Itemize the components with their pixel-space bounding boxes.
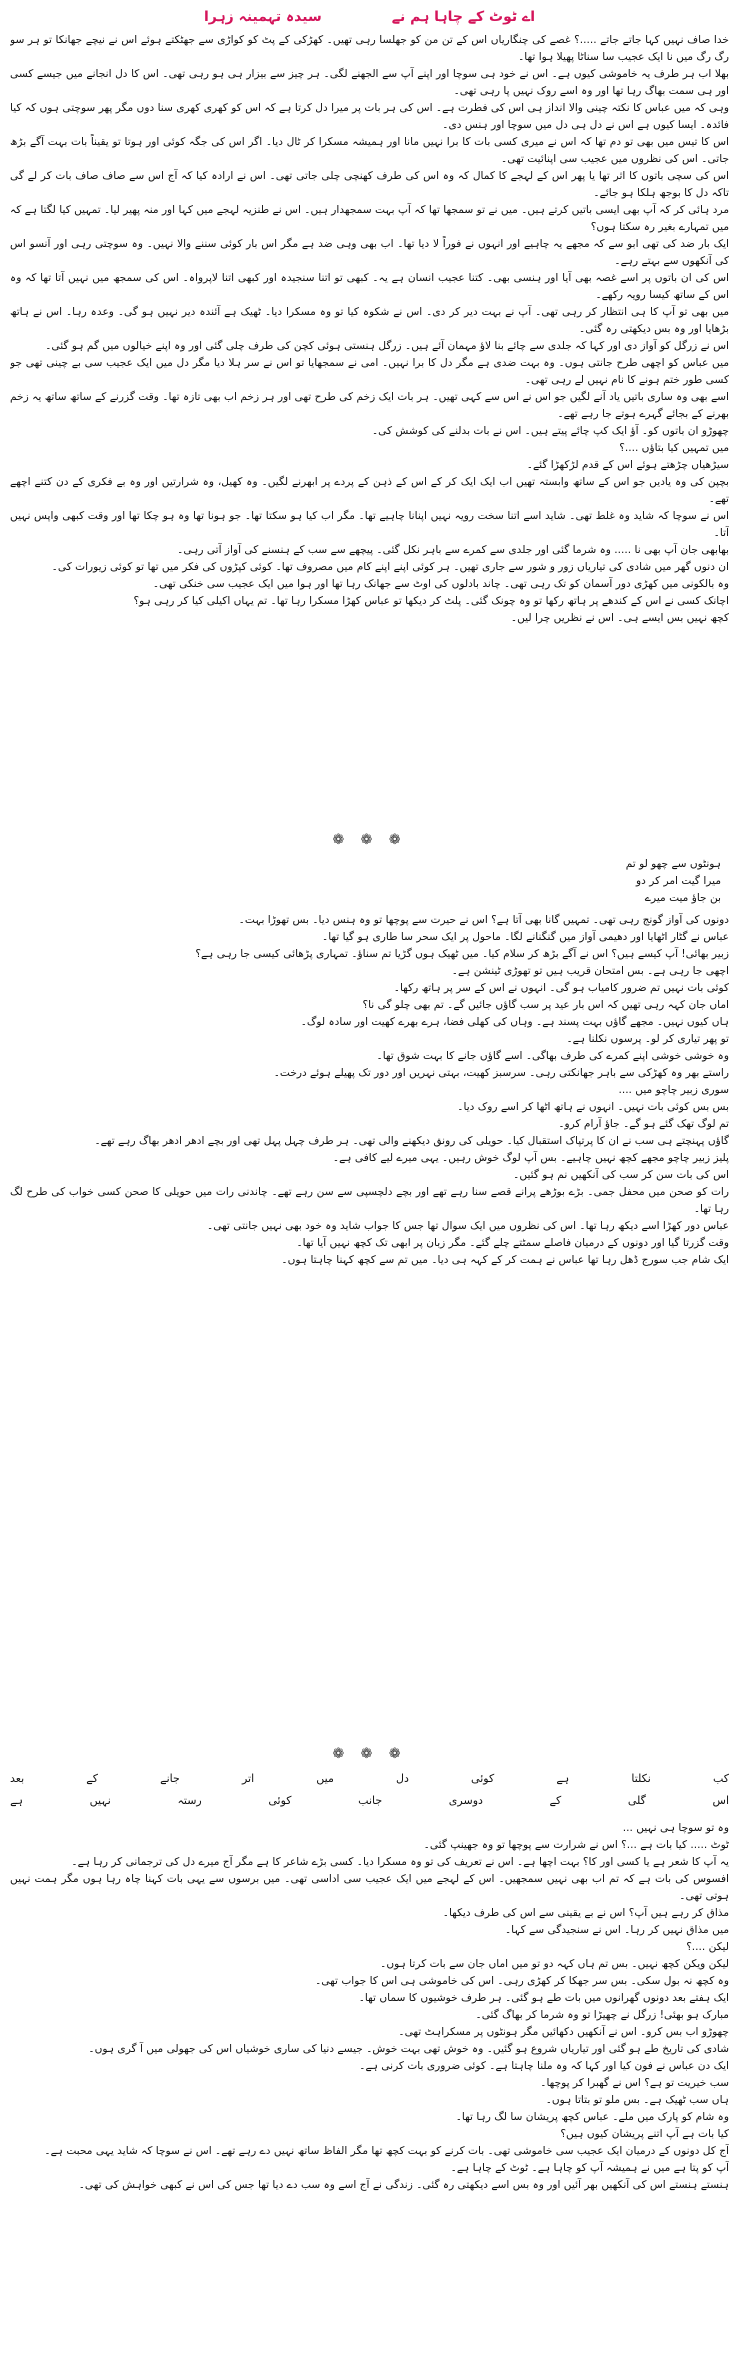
paragraph: وہ کچھ نہ بول سکی۔ بس سر جھکا کر کھڑی رہی۔ اس کی خاموشی ہی اس کا جواب تھی۔ bbox=[315, 1975, 729, 1987]
paragraph: اس نے زرگل کو آواز دی اور کہا کہ جلدی سے چائے بنا لاؤ مہمان آئے ہیں۔ زرگل ہنستی ہوئی کچن کی طرف چلی گئی اور وہ اپنے خیالوں میں گم ہو گئی۔ bbox=[45, 340, 729, 352]
author-name: سیدہ تہمینہ زہرا bbox=[203, 9, 322, 25]
paragraph: وہ خوشی خوشی اپنے کمرے کی طرف بھاگی۔ اسے گاؤں جانے کا بہت شوق تھا۔ bbox=[376, 1050, 729, 1062]
paragraph: لیکن ویکن کچھ نہیں۔ بس تم ہاں کہہ دو تو میں اماں جان سے بات کرتا ہوں۔ bbox=[380, 1958, 729, 1970]
story-section-1 bbox=[10, 32, 729, 828]
paragraph: ان دنوں گھر میں شادی کی تیاریاں زور و شور سے جاری تھیں۔ ہر کوئی اپنے اپنے کام میں مصروف تھا۔ کوئی کپڑوں کی فکر میں تھا تو کوئی زیورات کی۔ bbox=[51, 561, 729, 573]
paragraph: سیڑھیاں چڑھتے ہوئے اس کے قدم لڑکھڑا گئے۔ bbox=[526, 459, 729, 471]
article-header bbox=[0, 4, 739, 30]
story-section-3 bbox=[10, 1820, 729, 2372]
paragraph: ایک بار ضد کی تھی ابو سے کہ مجھے یہ چاہیے اور انہوں نے فوراً لا دیا تھا۔ اب بھی وہی ضد ہے مگر اس بار کوئی سننے والا نہیں۔ وہ سوچتی رہی اور آنسو اس کی آنکھوں سے بہتے رہے۔ bbox=[10, 238, 729, 267]
paragraph: بھابھی جان آپ بھی نا ..... وہ شرما گئی اور جلدی سے کمرے سے باہر نکل گئی۔ پیچھے سے سب کے ہنسنے کی آواز آتی رہی۔ bbox=[177, 544, 729, 556]
paragraph: زبیر بھائی! آپ کیسے ہیں؟ اس نے آگے بڑھ کر سلام کیا۔ میں ٹھیک ہوں گڑیا تم سناؤ۔ تمہاری پڑھائی کیسی جا رہی ہے؟ bbox=[195, 948, 729, 960]
paragraph: مذاق کر رہے ہیں آپ؟ اس نے بے یقینی سے اس کی طرف دیکھا۔ bbox=[442, 1907, 729, 1919]
poem-line: بن جاؤ میت میرے bbox=[644, 892, 721, 904]
paragraph: ہنستے ہنستے اس کی آنکھیں بھر آئیں اور وہ بس اسے دیکھتی رہ گئی۔ زندگی نے آج اسے وہ سب دے دیا تھا جس کی اس نے کبھی خواہش کی تھی۔ bbox=[78, 2179, 729, 2191]
paragraph: راستے بھر وہ کھڑکی سے باہر جھانکتی رہی۔ سرسبز کھیت، بہتی نہریں اور دور تک پھیلے ہوئے درخت۔ bbox=[273, 1067, 729, 1079]
paragraph: وہ شام کو پارک میں ملے۔ عباس کچھ پریشان سا لگ رہا تھا۔ bbox=[455, 2111, 729, 2123]
paragraph: میں مذاق نہیں کر رہا۔ اس نے سنجیدگی سے کہا۔ bbox=[504, 1924, 729, 1936]
paragraph: رات کو صحن میں محفل جمی۔ بڑے بوڑھے پرانے قصے سنا رہے تھے اور بچے دلچسپی سے سن رہے تھے۔ چاندنی رات میں حویلی کا صحن کسی خواب کی طرح لگ رہا تھا۔ bbox=[10, 1186, 729, 1215]
paragraph: پلیز زبیر چاچو مجھے کچھ نہیں چاہیے۔ بس آپ لوگ خوش رہیں۔ یہی میرے لیے کافی ہے۔ bbox=[332, 1152, 729, 1164]
paragraph: کیا بات ہے آپ اتنے پریشان کیوں ہیں؟ bbox=[560, 2128, 729, 2140]
verse-word: کوئی bbox=[268, 1794, 292, 1807]
verse-word: ہے bbox=[10, 1794, 23, 1807]
paragraph: اچانک کسی نے اس کے کندھے پر ہاتھ رکھا تو وہ چونک گئی۔ پلٹ کر دیکھا تو عباس کھڑا مسکرا رہا تھا۔ تم یہاں اکیلی کیا کر رہی ہو؟ bbox=[133, 595, 729, 607]
paragraph: میں تمہیں کیا بتاؤں ....؟ bbox=[619, 442, 729, 454]
verse-word: بعد bbox=[10, 1772, 25, 1785]
verse-word: جانے bbox=[160, 1772, 180, 1785]
paragraph: اماں جان کہہ رہی تھیں کہ اس بار عید پر سب گاؤں جائیں گے۔ تم بھی چلو گی نا؟ bbox=[362, 999, 729, 1011]
paragraph: ایک ہفتے بعد دونوں گھرانوں میں بات طے ہو گئی۔ ہر طرف خوشیوں کا سماں تھا۔ bbox=[358, 1992, 729, 2004]
paragraph: عباس نے گٹار اٹھایا اور دھیمی آواز میں گنگنانے لگا۔ ماحول پر ایک سحر سا طاری ہو گیا تھا۔ bbox=[321, 931, 729, 943]
paragraph: اسے بھی وہ ساری باتیں یاد آنے لگیں جو اس نے اس سے کہی تھیں۔ ہر بات ایک زخم کی طرح تھی اور ہر زخم اب بھی تازہ تھا۔ وقت گزرنے کے ساتھ ساتھ یہ زخم بھرنے کے بجائے گہرے ہوتے جا رہے تھے۔ bbox=[10, 391, 729, 420]
paragraph: وہی کہ میں عباس کا نکتہ چینی والا انداز ہی اس کی فطرت ہے۔ اس کی ہر بات پر میرا دل کرتا ہے کہ اس کو کھری کھری سنا دوں مگر پھر سوچتی ہوں کہ کیا فائدہ۔ ایسا کیوں ہے اس نے دل ہی دل میں سوچا اور ہنس دی۔ bbox=[10, 102, 729, 131]
verse-word: رستہ bbox=[177, 1794, 202, 1807]
paragraph: خدا صاف نہیں کہا جاتے جاتے .....؟ غصے کی چنگاریاں اس کے تن من کو جھلسا رہی تھیں۔ کھڑکی کے پٹ کو کواڑی سے جھٹکتے ہوئے اس نے نیچے جھانکا تو ہر سو رگ رگ میں نا ایک عجیب سا سناٹا پھیلا ہوا تھا۔ bbox=[10, 34, 729, 63]
paragraph: سب خیریت تو ہے؟ اس نے گھبرا کر پوچھا۔ bbox=[540, 2077, 729, 2089]
paragraph: ٹوٹ ..... کیا بات ہے ...؟ اس نے شرارت سے پوچھا تو وہ جھینپ گئی۔ bbox=[423, 1839, 729, 1851]
paragraph: آپ کو پتا ہے میں نے ہمیشہ آپ کو چاہا ہے۔ ٹوٹ کے چاہا ہے۔ bbox=[450, 2162, 729, 2174]
verse-word: نکلتا bbox=[631, 1772, 651, 1785]
paragraph: میں بھی تو آپ کا ہی انتظار کر رہی تھی۔ آپ نے بہت دیر کر دی۔ اس نے شکوہ کیا تو وہ مسکرا دیا۔ ٹھیک ہے آئندہ دیر نہیں ہو گی۔ وعدہ رہا۔ اس نے ہاتھ بڑھایا اور وہ بس دیکھتی رہ گئی۔ bbox=[10, 306, 729, 335]
paragraph: مبارک ہو بھئی! زرگل نے چھیڑا تو وہ شرما کر بھاگ گئی۔ bbox=[475, 2009, 729, 2021]
paragraph: وہ بالکونی میں کھڑی دور آسمان کو تک رہی تھی۔ چاند بادلوں کی اوٹ سے جھانک رہا تھا اور ہوا میں ایک عجیب سی خنکی تھی۔ bbox=[152, 578, 729, 590]
verse-line bbox=[10, 1790, 729, 1812]
paragraph: افسوس کی بات ہے کہ تم اب بھی نہیں سمجھیں۔ اس کے لہجے میں ایک عجیب سی اداسی تھی۔ میں برسوں سے یہی بات کہنا چاہ رہا ہوں مگر ہمت نہیں ہوتی تھی۔ bbox=[10, 1873, 729, 1902]
paragraph: بس بس کوئی بات نہیں۔ انہوں نے ہاتھ اٹھا کر اسے روک دیا۔ bbox=[457, 1101, 729, 1113]
paragraph: دونوں کی آواز گونج رہی تھی۔ تمہیں گانا بھی آتا ہے؟ اس نے حیرت سے پوچھا تو وہ ہنس دیا۔ بس تھوڑا بہت۔ bbox=[238, 914, 729, 926]
paragraph: اس کی بات سن کر سب کی آنکھیں نم ہو گئیں۔ bbox=[513, 1169, 729, 1181]
paragraph: یہ آپ کا شعر ہے یا کسی اور کا؟ بہت اچھا ہے۔ اس نے تعریف کی تو وہ مسکرا دیا۔ کسی بڑے شاعر کا ہے مگر آج میرے دل کی ترجمانی کر رہا ہے۔ bbox=[71, 1856, 729, 1868]
paragraph: عباس دور کھڑا اسے دیکھ رہا تھا۔ اس کی نظروں میں ایک سوال تھا جس کا جواب شاید وہ خود بھی نہیں جانتی تھی۔ bbox=[207, 1220, 729, 1232]
paragraph: میں عباس کو اچھی طرح جانتی ہوں۔ وہ بہت ضدی ہے مگر دل کا برا نہیں۔ امی نے سمجھایا تو اس نے سر ہلا دیا مگر دل میں ایک عجیب سی بے چینی تھی جو کسی طور ختم ہونے کا نام نہیں لے رہی تھی۔ bbox=[10, 357, 729, 386]
verse-word: اتر bbox=[241, 1772, 255, 1785]
paragraph: مرد ہائی کر کہ آپ بھی ایسی باتیں کرتے ہیں۔ میں نے تو سمجھا تھا کہ آپ بہت سمجھدار ہیں۔ اس نے طنزیہ لہجے میں کہا اور منہ پھیر لیا۔ تمہیں کیا لگتا ہے کہ میں تمہارے بغیر رہ سکتا ہوں؟ bbox=[10, 204, 729, 233]
poem-line: میرا گیت امر کر دو bbox=[636, 875, 721, 887]
paragraph: کچھ نہیں بس ایسے ہی۔ اس نے نظریں چرا لیں۔ bbox=[510, 612, 729, 624]
paragraph: اس کا تیس میں بھی تو دم تھا کہ اس نے میری کسی بات کا برا نہیں مانا اور ہمیشہ مسکرا کر ٹال دیا۔ اگر اس کی جگہ کوئی اور ہوتا تو یقیناً بات بہت آگے بڑھ جاتی۔ اس کی نظروں میں عجیب سی اپنائیت تھی۔ bbox=[10, 136, 729, 165]
paragraph: تو پھر تیاری کر لو۔ پرسوں نکلنا ہے۔ bbox=[566, 1033, 729, 1045]
verse-word: دوسری bbox=[448, 1794, 483, 1807]
paragraph: اس کی ان باتوں پر اسے غصہ بھی آیا اور ہنسی بھی۔ کتنا عجیب انسان ہے یہ۔ کبھی تو اتنا سنجیدہ اور کبھی اتنا لاپرواہ۔ اس کی سمجھ میں نہیں آتا تھا کہ وہ اس کے ساتھ کیسا رویہ رکھے۔ bbox=[10, 272, 729, 301]
paragraph: گاؤں پہنچتے ہی سب نے ان کا پرتپاک استقبال کیا۔ حویلی کی رونق دیکھنے والی تھی۔ ہر طرف چہل پہل تھی اور بچے ادھر ادھر بھاگ رہے تھے۔ bbox=[94, 1135, 729, 1147]
verse-word: جانب bbox=[358, 1794, 383, 1807]
paragraph: چھوڑو ان باتوں کو۔ آؤ ایک کپ چائے پیتے ہیں۔ اس نے بات بدلنے کی کوشش کی۔ bbox=[371, 425, 729, 437]
paragraph: ہاں سب ٹھیک ہے۔ بس ملو تو بتاتا ہوں۔ bbox=[545, 2094, 729, 2106]
paragraph: ہاں کیوں نہیں۔ مجھے گاؤں بہت پسند ہے۔ وہاں کی کھلی فضا، ہرے بھرے کھیت اور سادہ لوگ۔ bbox=[300, 1016, 729, 1028]
verse-word: نہیں bbox=[89, 1794, 111, 1807]
poem-lines bbox=[626, 856, 721, 907]
verse-word: ہے bbox=[556, 1772, 570, 1785]
paragraph: چھوڑو اب بس کرو۔ اس نے آنکھیں دکھائیں مگر ہونٹوں پر مسکراہٹ تھی۔ bbox=[398, 2026, 729, 2038]
paragraph: اس نے سوچا کہ شاید وہ غلط تھی۔ شاید اسے اتنا سخت رویہ نہیں اپنانا چاہیے تھا۔ مگر اب کیا ہو سکتا تھا۔ جو ہونا تھا وہ ہو چکا تھا اور وقت کبھی واپس نہیں آتا۔ bbox=[10, 510, 729, 539]
paragraph: وقت گزرتا گیا اور دونوں کے درمیان فاصلے سمٹتے چلے گئے۔ مگر زبان پر ابھی تک کچھ نہیں آیا تھا۔ bbox=[296, 1237, 729, 1249]
verse-word: دل bbox=[396, 1772, 409, 1785]
paragraph: بچپن کی وہ یادیں جو اس کے ساتھ وابستہ تھیں اب ایک ایک کر کے اس کے ذہن کے پردے پر ابھرنے لگیں۔ وہ کھیل، وہ شرارتیں اور وہ بے فکری کے دن کتنے اچھے تھے۔ bbox=[10, 476, 729, 505]
verse-word: کب bbox=[712, 1772, 729, 1785]
verse-word: گلی bbox=[627, 1794, 646, 1807]
paragraph: بھلا اب ہر طرف یہ خاموشی کیوں ہے۔ اس نے خود ہی سوچا اور اپنے آپ سے الجھنے لگی۔ ہر چیز سے بیزار ہی ہو رہی تھی۔ اس کا دل انجانے میں جیسے کسی اور ہی سمت بھاگ رہا تھا اور وہ اسے روک نہیں پا رہی تھی۔ bbox=[10, 68, 729, 97]
verse-word: اس bbox=[712, 1794, 729, 1807]
paragraph: ایک شام جب سورج ڈھل رہا تھا عباس نے ہمت کر کے کہہ ہی دیا۔ میں تم سے کچھ کہنا چاہتا ہوں۔ bbox=[281, 1254, 729, 1266]
verse-word: کوئی bbox=[471, 1772, 495, 1785]
verse-line bbox=[10, 1768, 729, 1790]
paragraph: کوئی بات نہیں تم ضرور کامیاب ہو گی۔ انہوں نے اس کے سر پر ہاتھ رکھا۔ bbox=[393, 982, 729, 994]
paragraph: آج کل دونوں کے درمیان ایک عجیب سی خاموشی تھی۔ بات کرنے کو بہت کچھ تھا مگر الفاظ ساتھ نہیں دے رہے تھے۔ اس نے سوچا کہ شاید یہی محبت ہے۔ bbox=[44, 2145, 729, 2157]
verse-word: میں bbox=[316, 1772, 334, 1785]
paragraph: ایک دن عباس نے فون کیا اور کہا کہ وہ ملنا چاہتا ہے۔ کوئی ضروری بات کرنی ہے۔ bbox=[359, 2060, 729, 2072]
verse-word: کے bbox=[549, 1794, 562, 1807]
paragraph: شادی کی تاریخ طے ہو گئی اور تیاریاں شروع ہو گئیں۔ وہ خوش تھی بہت خوش۔ جیسے دنیا کی ساری خوشیاں اس کی جھولی میں آ گری ہوں۔ bbox=[88, 2043, 729, 2055]
verse-couplet bbox=[10, 1768, 729, 1812]
paragraph: اچھی جا رہی ہے۔ بس امتحان قریب ہیں تو تھوڑی ٹینشن ہے۔ bbox=[451, 965, 729, 977]
paragraph: تم لوگ تھک گئے ہو گے۔ جاؤ آرام کرو۔ bbox=[558, 1118, 729, 1130]
section-divider-2: ❁ ❁ ❁ bbox=[332, 1746, 407, 1762]
paragraph: اس کی سچی باتوں کا اثر تھا یا پھر اس کے لہجے کا کمال کہ وہ اس کی طرف کھنچی چلی جاتی تھی۔ اس نے ارادہ کیا کہ آج اس سے صاف صاف بات کر لے گی تاکہ دل کا بوجھ ہلکا ہو جائے۔ bbox=[10, 170, 729, 199]
article-title: اے ٹوٹ کے چاہا ہم نے bbox=[391, 9, 536, 25]
poem-line: ہونٹوں سے چھو لو تم bbox=[625, 858, 721, 870]
paragraph: لیکن ....؟ bbox=[686, 1941, 729, 1953]
paragraph: سوری زبیر چاچو میں .... bbox=[618, 1084, 729, 1096]
story-section-2 bbox=[10, 912, 729, 1742]
verse-word: کے bbox=[86, 1772, 98, 1785]
section-divider-1: ❁ ❁ ❁ bbox=[332, 832, 407, 848]
paragraph: وہ تو سوچا ہی نہیں ... bbox=[622, 1822, 729, 1834]
